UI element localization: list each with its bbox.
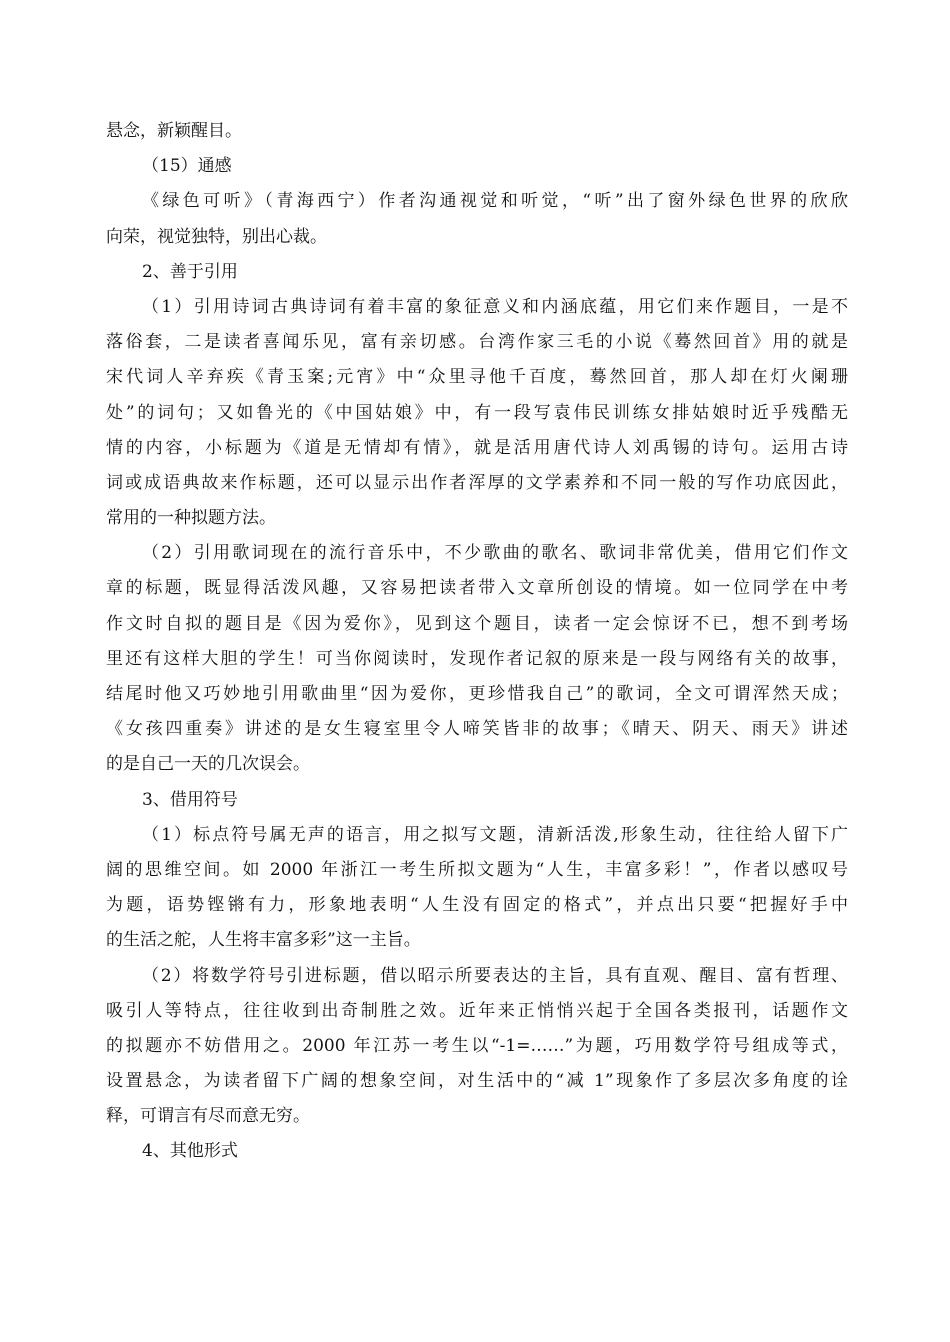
- text-line: 作文时自拟的题目是《因为爱你》，见到这个题目，读者一定会惊讶不已，想不到考场: [106, 613, 848, 634]
- text-line: 常用的一种拟题方法。: [106, 508, 276, 529]
- text-line: 词或成语典故来作标题，还可以显示出作者浑厚的文学素养和不同一般的写作功底因此，: [106, 472, 848, 493]
- section-heading: 2、善于引用: [142, 261, 238, 282]
- text-line: 结尾时他又巧妙地引用歌曲里“因为爱你，更珍惜我自己”的歌词，全文可谓浑然天成；: [106, 684, 848, 704]
- section-heading: 4、其他形式: [142, 1141, 238, 1162]
- section-heading: 3、借用符号: [142, 789, 238, 810]
- text-line: 阔的思维空间。如 2000 年浙江一考生所拟文题为“人生，丰富多彩！”，作者以感叹号: [106, 859, 848, 880]
- text-line: 的生活之舵，人生将丰富多彩”这一主旨。: [106, 930, 421, 951]
- text-line: 的是自己一天的几次误会。: [106, 754, 310, 775]
- text-line: 吸引人等特点，往往收到出奇制胜之效。近年来正悄悄兴起于全国各类报刊，话题作文: [106, 1000, 848, 1021]
- text-line: 设置悬念，为读者留下广阔的想象空间，对生活中的“减 1”现象作了多层次多角度的诠: [106, 1071, 848, 1092]
- text-line: 向荣，视觉独特，别出心裁。: [106, 226, 327, 247]
- text-line: 情的内容，小标题为《道是无情却有情》，就是活用唐代诗人刘禹锡的诗句。运用古诗: [106, 437, 848, 458]
- text-line: 落俗套，二是读者喜闻乐见，富有亲切感。台湾作家三毛的小说《蓦然回首》用的就是: [106, 332, 848, 353]
- paragraph-line: （1）引用诗词古典诗词有着丰富的象征意义和内涵底蕴，用它们来作题目，一是不: [142, 296, 848, 317]
- paragraph-line: （1）标点符号属无声的语言，用之拟写文题，清新活泼,形象生动，往往给人留下广: [142, 824, 848, 845]
- text-line: 悬念，新颖醒目。: [106, 121, 242, 141]
- text-line: 宋代词人辛弃疾《青玉案;元宵》中“众里寻他千百度，蓦然回首，那人却在灯火阑珊: [106, 367, 848, 388]
- text-line: 章的标题，既显得活泼风趣，又容易把读者带入文章所创设的情境。如一位同学在中考: [106, 578, 848, 599]
- text-line: 《女孩四重奏》讲述的是女生寝室里令人啼笑皆非的故事；《晴天、阴天、雨天》讲述: [106, 719, 848, 740]
- text-line: 为题，语势铿锵有力，形象地表明“人生没有固定的格式”，并点出只要“把握好手中: [106, 895, 848, 916]
- text-line: 里还有这样大胆的学生！可当你阅读时，发现作者记叙的原来是一段与网络有关的故事，: [106, 648, 848, 669]
- paragraph-line: （2）引用歌词现在的流行音乐中，不少歌曲的歌名、歌词非常优美，借用它们作文: [142, 543, 848, 564]
- text-line: 的拟题亦不妨借用之。2000 年江苏一考生以“-1=……”为题，巧用数学符号组成等式，: [106, 1035, 848, 1056]
- text-line: 释，可谓言有尽而意无穷。: [106, 1106, 310, 1127]
- subheading-line: （15）通感: [142, 156, 232, 177]
- text-line: 处”的词句；又如鲁光的《中国姑娘》中，有一段写袁伟民训练女排姑娘时近乎残酷无: [106, 402, 848, 423]
- paragraph-line: （2）将数学符号引进标题，借以昭示所要表达的主旨，具有直观、醒目、富有哲理、: [142, 965, 848, 986]
- document-page: [106, 114, 848, 1170]
- paragraph-line: 《绿色可听》（青海西宁）作者沟通视觉和听觉，“听”出了窗外绿色世界的欣欣: [142, 191, 848, 212]
